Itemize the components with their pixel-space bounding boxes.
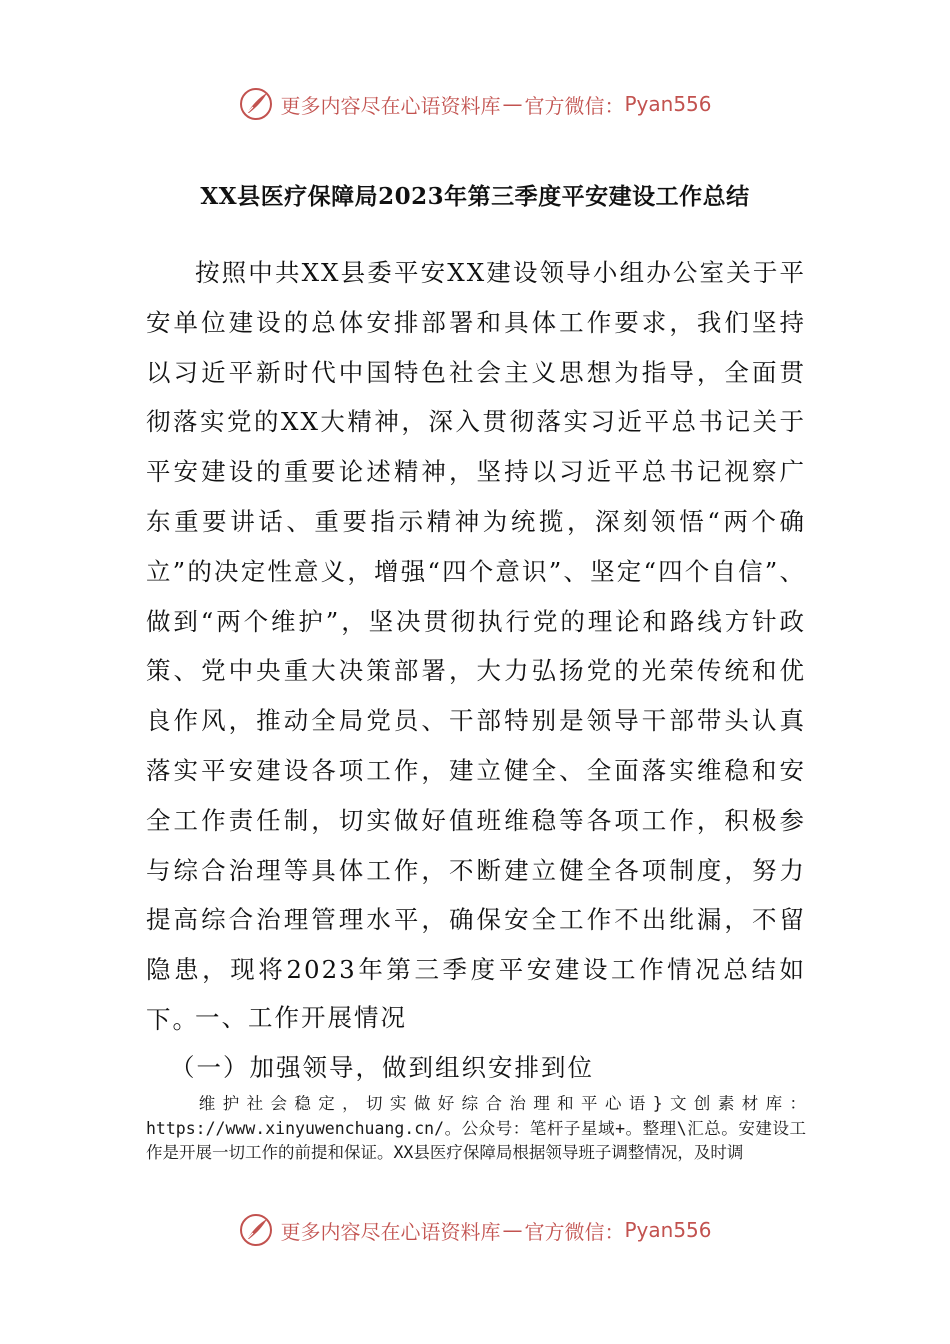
footer-watermark-banner — [0, 1210, 950, 1250]
banner-separator: — — [502, 92, 523, 116]
banner-wechat-id: Pyan556 — [624, 92, 712, 116]
banner-text: 更多内容尽在心语资料库 — [280, 93, 501, 118]
banner-separator: — — [502, 1218, 523, 1242]
banner-wechat-label: 官方微信： — [524, 1219, 625, 1244]
small-paragraph-block — [146, 1092, 806, 1166]
subsection-heading: （一）加强领导，做到组织安排到位 — [170, 1053, 594, 1082]
intro-paragraph: 按照中共XX县委平安XX建设领导小组办公室关于平安单位建设的总体安排部署和具体工作要求，我们坚持以习近平新时代中国特色社会主义思想为指导，全面贯彻落实党的XX大精神，深入贯彻落实习近平总书记关于平安建设的重要论述精神，坚持以习近平总书记视察广东重要讲话、重要指示精神为统揽，深刻领悟“两个确立”的决定性意义，增强“四个意识”、坚定“四个自信”、做到“两个维护”，坚决贯彻执行党的理论和路线方针政策、党中央重大决策部署，大力弘扬党的光荣传统和优良作风，推动全局党员、干部特别是领导干部带头认真落实平安建设各项工作，建立健全、全面落实维稳和安全工作责任制，切实做好值班维稳等各项工作，积极参与综合治理等具体工作，不断建立健全各项制度，努力提高综合治理管理水平，确保安全工作不出纰漏，不留隐患，现将2023年第三季度平安建设工作情况总结如下。 — [146, 258, 806, 1034]
quill-pen-logo — [238, 1212, 274, 1248]
section-heading: 一、工作开展情况 — [195, 1003, 407, 1032]
header-watermark-banner — [0, 84, 950, 124]
banner-wechat-id: Pyan556 — [624, 1218, 712, 1242]
banner-wechat-label: 官方微信： — [524, 93, 625, 118]
document-body — [146, 248, 806, 1045]
banner-text: 更多内容尽在心语资料库 — [280, 1219, 501, 1244]
document-title: XX县医疗保障局2023年第三季度平安建设工作总结 — [200, 183, 750, 210]
quill-pen-logo — [238, 86, 274, 122]
small-paragraph: 维护社会稳定，切实做好综合治理和平心语}文创素材库：https://www.xinyuwenchuang.cn/。公众号：笔杆子星域+。整理\汇总。安建设工作是开展一切工作的前提和保证。XX县医疗保障局根据领导班子调整情况，及时调 — [146, 1094, 806, 1162]
